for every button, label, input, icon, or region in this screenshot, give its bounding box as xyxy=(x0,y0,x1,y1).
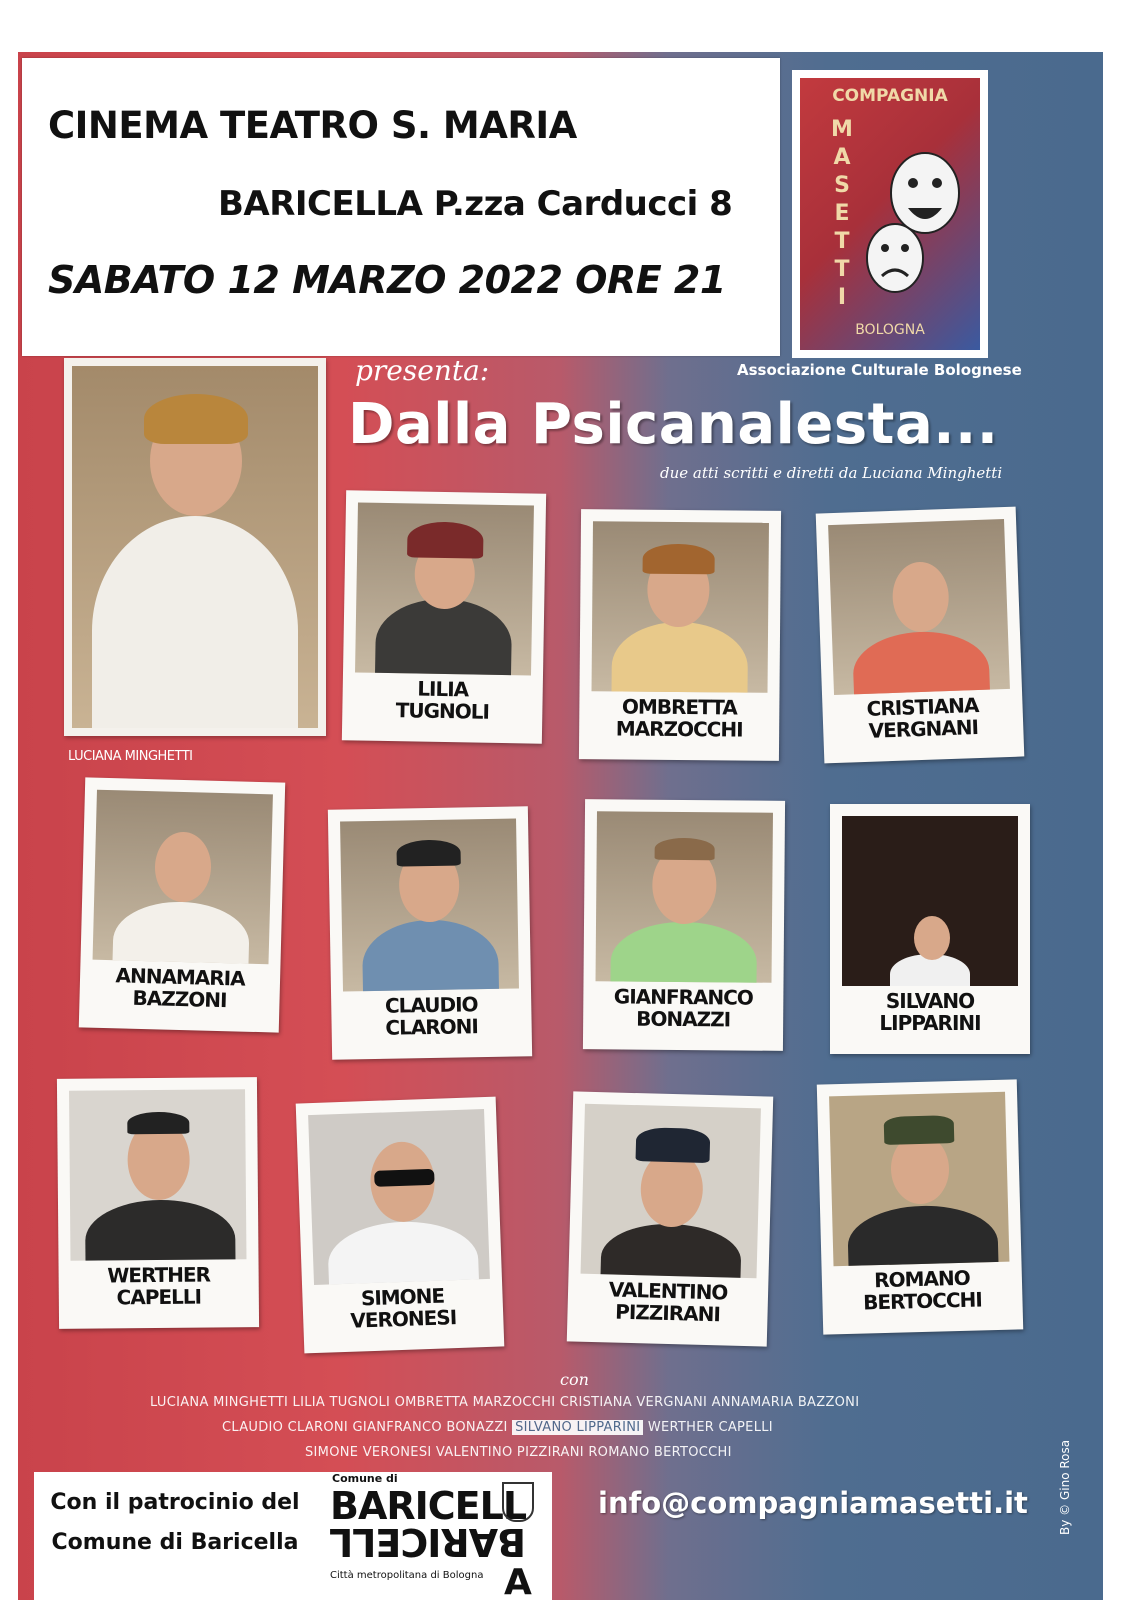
cast-card: LILIA TUGNOLI xyxy=(342,490,546,743)
cast-list-line-2: CLAUDIO CLARONI GIANFRANCO BONAZZI SILVANO LIPPARINI WERTHER CAPELLI xyxy=(222,1420,773,1435)
venue-name: CINEMA TEATRO S. MARIA xyxy=(48,104,577,147)
patronage-line-2: Comune di Baricella xyxy=(51,1530,299,1555)
logo-vertical-text: M A S E T T I xyxy=(831,117,853,310)
presenta-label: presenta: xyxy=(355,354,490,387)
cast-list-line-3: SIMONE VERONESI VALENTINO PIZZIRANI ROMANO BERTOCCHI xyxy=(305,1445,732,1460)
lead-photo xyxy=(72,366,318,728)
photo-credit: By © Gino Rosa xyxy=(1058,1439,1072,1535)
compagnia-masetti-logo xyxy=(792,70,988,358)
cast-card: ANNAMARIA BAZZONI xyxy=(79,777,285,1032)
venue-address: BARICELLA P.zza Carducci 8 xyxy=(218,184,733,224)
cast-card: CRISTIANA VERGNANI xyxy=(816,507,1025,764)
con-label: con xyxy=(560,1370,589,1389)
lead-photo-frame xyxy=(64,358,326,736)
cast-card: ROMANO BERTOCCHI xyxy=(817,1079,1023,1334)
citta-metropolitana-label: Città metropolitana di Bologna xyxy=(330,1570,484,1581)
highlighted-name: SILVANO LIPPARINI xyxy=(512,1420,643,1435)
theater-masks-icon xyxy=(860,138,970,308)
cast-card: SIMONE VERONESI xyxy=(296,1097,505,1354)
baricella-logo-text: BARICELL xyxy=(330,1484,527,1528)
event-date: SABATO 12 MARZO 2022 ORE 21 xyxy=(48,258,726,302)
cast-card: SILVANO LIPPARINI xyxy=(830,804,1030,1054)
show-subtitle: due atti scritti e diretti da Luciana Minghetti xyxy=(660,464,1003,482)
baricella-crest-icon xyxy=(502,1482,534,1522)
association-name: Associazione Culturale Bolognese xyxy=(737,361,1022,379)
patronage-box xyxy=(34,1472,552,1603)
patronage-line-1: Con il patrocinio del xyxy=(50,1490,300,1515)
cast-card: VALENTINO PIZZIRANI xyxy=(567,1091,773,1346)
lead-caption: LUCIANA MINGHETTI xyxy=(68,749,193,764)
baricella-logo-mirrored: BARICELL xyxy=(330,1520,527,1564)
logo-top-text: COMPAGNIA xyxy=(832,86,948,106)
cast-list-line-1: LUCIANA MINGHETTI LILIA TUGNOLI OMBRETTA MARZOCCHI CRISTIANA VERGNANI ANNAMARIA BAZZONI xyxy=(150,1395,860,1410)
show-title: Dalla Psicanalesta... xyxy=(348,392,999,457)
cast-card: OMBRETTA MARZOCCHI xyxy=(579,509,781,761)
comune-di-label: Comune di xyxy=(332,1472,398,1485)
baricella-logo-letter: A xyxy=(504,1562,532,1603)
cast-card: CLAUDIO CLARONI xyxy=(328,806,532,1059)
cast-card: GIANFRANCO BONAZZI xyxy=(583,799,785,1051)
logo-bottom-text: BOLOGNA xyxy=(855,322,925,338)
contact-email: info@compagniamasetti.it xyxy=(598,1486,1028,1520)
cast-card: WERTHER CAPELLI xyxy=(57,1077,259,1329)
